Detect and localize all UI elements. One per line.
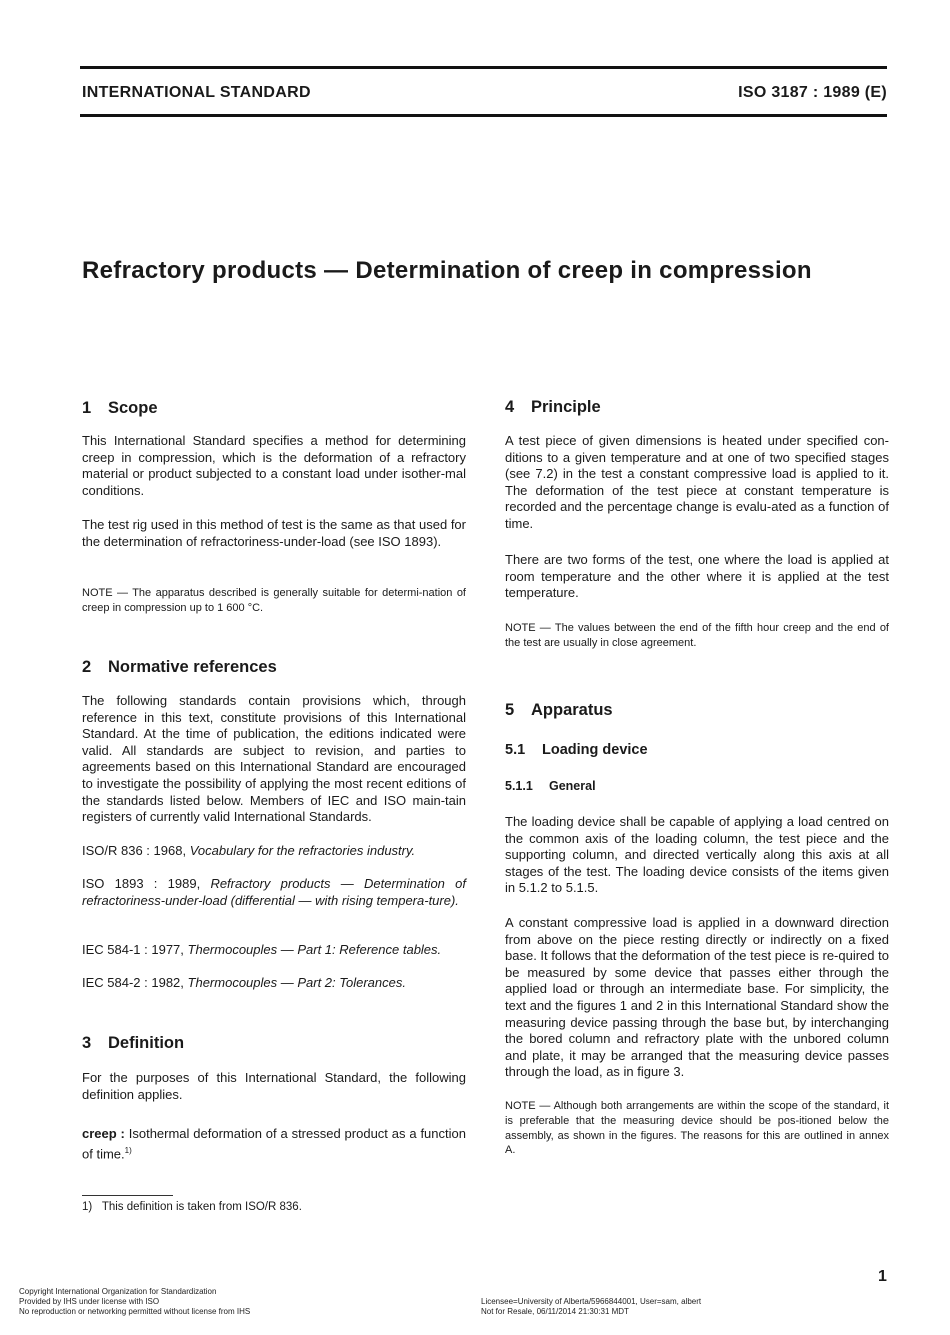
apparatus-note-text: NOTE — Although both arrangements are within the scope of the standard, it is preferable that the measuring device should be pos-itioned below the assembly, as shown in the figures. The reasons for this are outlined in annex A. <box>505 1100 889 1157</box>
section-3-heading <box>82 1034 184 1053</box>
section-5-heading <box>505 701 613 720</box>
scope-note <box>82 586 466 616</box>
principle-note-text: NOTE — The values between the end of the fifth hour creep and the end of the test are usually in close agreement. <box>505 622 889 649</box>
scope-paragraph-1: This International Standard specifies a method for determining creep in compression, which is the deformation of a refractory material or product subjected to a constant load under isother-mal conditions. <box>82 433 466 498</box>
reference-code: ISO/R 836 : 1968, <box>82 843 187 858</box>
subsection-5-1-title: Loading device <box>542 742 648 758</box>
reference-1 <box>82 843 466 860</box>
license-left <box>19 1287 250 1317</box>
apparatus-note <box>505 1099 889 1158</box>
reference-title: Refractory products — Determination of refractoriness-under-load (differential — with rising tempera-ture). <box>82 876 466 908</box>
reference-item <box>82 975 466 992</box>
definition-term: creep : <box>82 1126 125 1141</box>
principle-note <box>505 621 889 651</box>
section-2-heading <box>82 658 277 677</box>
section-5-number: 5 <box>505 701 515 719</box>
section-3-body <box>82 1070 466 1103</box>
apparatus-paragraph-2: A constant compressive load is applied in a downward direction from above on the piece resting directly or indirectly on a fixed base. It follows that the deformation of the test piece is re-quired to be measured by some device that passes either through the applied load or through an intermediate base. For simplicity, the text and the figures 1 and 2 in this International Standard show the measuring device passing through the base but, by interchanging the bored column and refractory plate with the unbored column and plate, it may be arranged that the measuring device passes through the load, as in figure 3. <box>505 915 889 1080</box>
subsection-5-1-1-title: General <box>549 779 596 793</box>
header-left: INTERNATIONAL STANDARD <box>82 84 311 101</box>
definition-text: Isothermal deformation of a stressed product as a function of time. <box>82 1126 466 1161</box>
license-right-line-1: Licensee=University of Alberta/5966844001, User=sam, albert <box>481 1297 702 1306</box>
header-right: ISO 3187 : 1989 (E) <box>738 84 887 101</box>
page-number: 1 <box>878 1268 887 1285</box>
section-2-body <box>82 693 466 826</box>
reference-code: IEC 584-1 : 1977, <box>82 942 184 957</box>
license-right-line-2: Not for Resale, 06/11/2014 21:30:31 MDT <box>481 1307 629 1316</box>
reference-code: IEC 584-2 : 1982, <box>82 975 184 990</box>
section-1-title: Scope <box>108 399 158 417</box>
reference-2 <box>82 876 466 909</box>
top-rule <box>80 66 887 69</box>
reference-code: ISO 1893 : 1989, <box>82 876 201 891</box>
reference-title: Vocabulary for the refractories industry. <box>189 843 416 858</box>
section-1-number: 1 <box>82 399 92 417</box>
section-4-number: 4 <box>505 398 515 416</box>
principle-paragraph-2: There are two forms of the test, one where the load is applied at room temperature and the other where it is applied at the test temperature. <box>505 552 889 601</box>
footnote-reference: 1) <box>124 1145 132 1155</box>
principle-paragraph-1: A test piece of given dimensions is heated under specified con-ditions to a given temperature and at one of two specified stages (see 7.2) in the test a constant compressive load is applied to it. The deformation of the test piece at constant temperature is recorded and the percentage change is evalu-ated as a function of time. <box>505 433 889 531</box>
scope-paragraph-2: The test rig used in this method of test is the same as that used for the determination of refractoriness-under-load (see ISO 1893). <box>82 517 466 549</box>
license-left-line-2: Provided by IHS under license with ISO <box>19 1297 160 1306</box>
subsection-5-1-heading <box>505 742 648 758</box>
reference-title: Thermocouples — Part 2: Tolerances. <box>187 975 406 990</box>
section-4-body <box>505 433 889 533</box>
license-left-line-1: Copyright International Organization for Standardization <box>19 1287 217 1296</box>
apparatus-body-1 <box>505 814 889 897</box>
footnote-text: This definition is taken from ISO/R 836. <box>101 1201 302 1213</box>
reference-item <box>82 876 466 909</box>
subsection-5-1-1-heading <box>505 779 596 793</box>
section-1-body-2 <box>82 517 466 550</box>
section-2-title: Normative references <box>108 658 277 676</box>
document-title: Refractory products — Determination of creep in compression <box>82 257 812 284</box>
section-4-title: Principle <box>531 398 601 416</box>
section-2-number: 2 <box>82 658 92 676</box>
reference-item <box>82 843 466 860</box>
scope-note-text: NOTE — The apparatus described is generally suitable for determi-nation of creep in compression up to 1 600 °C. <box>82 587 466 614</box>
section-1-body <box>82 433 466 499</box>
definition-paragraph: For the purposes of this International Standard, the following definition applies. <box>82 1070 466 1102</box>
reference-title: Thermocouples — Part 1: Reference tables. <box>187 942 442 957</box>
reference-3 <box>82 942 466 959</box>
license-right <box>481 1297 701 1317</box>
creep-definition <box>82 1126 466 1163</box>
section-5-title: Apparatus <box>531 701 613 719</box>
creep-definition-text <box>82 1126 466 1163</box>
section-3-title: Definition <box>108 1034 185 1052</box>
subsection-5-1-number: 5.1 <box>505 742 526 758</box>
header-rule <box>80 114 887 117</box>
apparatus-body-2 <box>505 915 889 1081</box>
license-left-line-3: No reproduction or networking permitted without license from IHS <box>19 1307 251 1316</box>
footnote <box>82 1201 302 1213</box>
footnote-rule <box>82 1195 173 1196</box>
reference-4 <box>82 975 466 992</box>
normative-paragraph: The following standards contain provisions which, through reference in this text, constitute provisions of this International Standard. At the time of publication, the editions indicated were valid. All standards are subject to revision, and parties to agreements based on this International Standard are encouraged to investigate the possibility of applying the most recent editions of the standards listed below. Members of IEC and ISO main-tain registers of currently valid International Standards. <box>82 693 466 825</box>
footnote-mark: 1) <box>82 1201 93 1213</box>
reference-item <box>82 942 466 959</box>
section-4-heading <box>505 398 601 417</box>
section-4-body-2 <box>505 552 889 602</box>
apparatus-paragraph-1: The loading device shall be capable of applying a load centred on the common axis of the loading column, the test piece and the supporting column, and directed vertically along this axis at all stages of the test. The loading device consists of the items given in 5.1.2 to 5.1.5. <box>505 814 889 896</box>
section-1-heading <box>82 399 158 418</box>
section-3-number: 3 <box>82 1034 92 1052</box>
subsection-5-1-1-number: 5.1.1 <box>505 779 533 793</box>
